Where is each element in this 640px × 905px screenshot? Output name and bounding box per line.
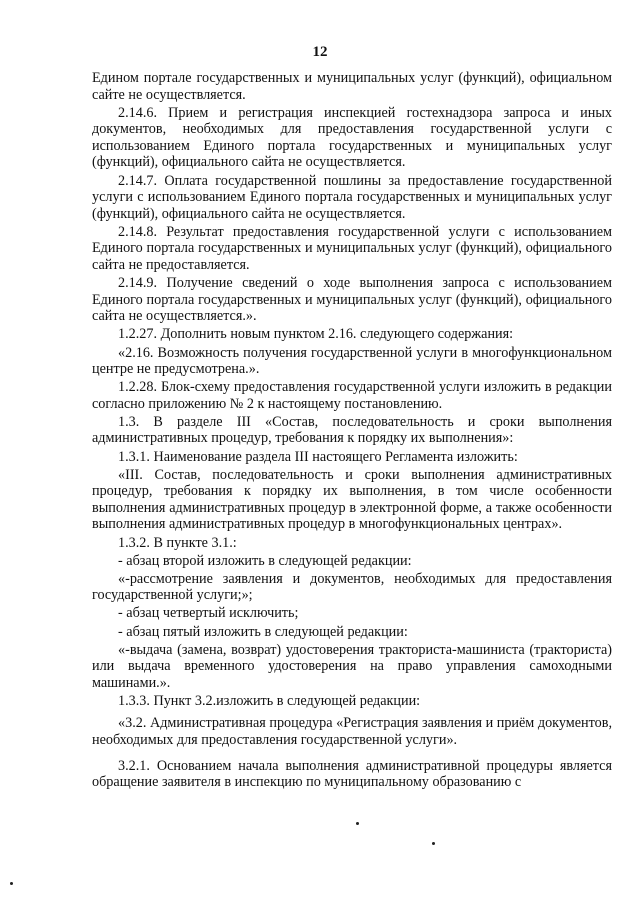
paragraph: 1.2.27. Дополнить новым пунктом 2.16. следующего содержания: <box>118 326 514 343</box>
paragraph: 2.14.8. Результат предоставления государственной услуги с использованием Единого портала государственных и муниципальных услуг (функций), официального сайта не предоставляется. <box>92 223 612 274</box>
paragraph: «III. Состав, последовательность и сроки выполнения административных процедур, требования к порядку их выполнения, в том числе особенности выполнения административных процедур в электронной форме, а также особенности выполнения административных процедур в многофункциональных центрах». <box>92 466 612 533</box>
spacer <box>92 750 612 758</box>
scan-speck <box>10 882 13 885</box>
paragraph: 2.14.7. Оплата государственной пошлины за предоставление государственной услуги с использованием Единого портала государственных и муниципальных услуг (функций), официального сайта не осуществляется. <box>92 172 612 222</box>
paragraph: «3.2. Административная процедура «Регистрация заявления и приём документов, необходимых для предоставления государственной услуги». <box>92 714 612 748</box>
paragraph: «-рассмотрение заявления и документов, необходимых для предоставления государственной услуги;»; <box>92 570 612 604</box>
paragraph: 1.2.28. Блок-схему предоставления государственной услуги изложить в редакции согласно приложению № 2 к настоящему постановлению. <box>92 379 612 412</box>
paragraph: «-выдача (замена, возврат) удостоверения тракториста-машиниста (тракториста) или выдача временного удостоверения на право управления самоходными машинами.». <box>92 641 612 691</box>
scan-speck <box>356 822 359 825</box>
paragraph: - абзац пятый изложить в следующей редакции: <box>118 623 408 640</box>
paragraph: Едином портале государственных и муниципальных услуг (функций), официальном сайте не осуществляется. <box>92 70 612 103</box>
paragraph: «2.16. Возможность получения государственной услуги в многофункциональном центре не предусмотрена.». <box>92 344 612 378</box>
paragraph: - абзац четвертый исключить; <box>118 605 299 622</box>
paragraph: 3.2.1. Основанием начала выполнения административной процедуры является обращение заявителя в инспекцию по муниципальному образованию с <box>92 757 612 791</box>
paragraph: 1.3.1. Наименование раздела III настоящего Регламента изложить: <box>118 448 518 465</box>
paragraph: 2.14.6. Прием и регистрация инспекцией гостехнадзора запроса и иных документов, необходимых для предоставления государственной услуги с использованием Единого портала государственных и муниципальных услуг (функций), официального сайта не осуществляется. <box>92 104 612 171</box>
paragraph: 1.3. В разделе III «Состав, последовательность и сроки выполнения административных процедур, требования к порядку их выполнения»: <box>92 413 612 447</box>
paragraph: 1.3.2. В пункте 3.1.: <box>118 534 237 551</box>
page-number: 12 <box>312 44 328 60</box>
scan-speck <box>432 842 435 845</box>
paragraph: 1.3.3. Пункт 3.2.изложить в следующей редакции: <box>118 692 421 709</box>
paragraph: 2.14.9. Получение сведений о ходе выполнения запроса с использованием Единого портала государственных и муниципальных услуг (функций), официального сайта не осуществляется.». <box>92 275 612 325</box>
document-body <box>92 70 612 792</box>
paragraph: - абзац второй изложить в следующей редакции: <box>118 552 412 569</box>
